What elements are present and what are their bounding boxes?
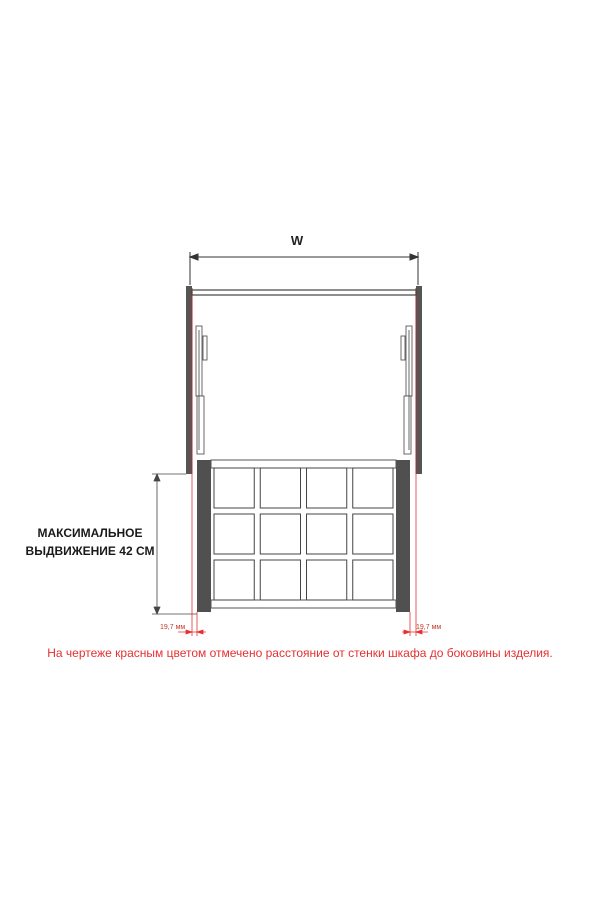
cabinet-outline [186,286,422,474]
distance-note: На чертеже красным цветом отмечено расстояние от стенки шкафа до боковины изделия. [47,646,553,660]
grid-cell [214,560,254,600]
grid-cell [260,560,300,600]
extension-label [20,524,160,560]
grid-cell [214,514,254,554]
left-runner [196,326,207,454]
grid-cell [353,514,393,554]
grid-cell [260,514,300,554]
extension-label-line1: МАКСИМАЛЬНОЕ [37,526,143,540]
width-label: W [290,233,304,248]
extension-label-line2: ВЫДВИЖЕНИЕ 42 СМ [25,544,155,558]
right-runner [401,326,412,454]
grid-cell [307,514,347,554]
width-dimension [190,252,418,285]
basket-grid [214,468,393,600]
grid-cell [307,560,347,600]
grid-cell [214,468,254,508]
grid-cell [353,468,393,508]
grid-cell [307,468,347,508]
left-gap-label: 19,7 мм [160,624,186,631]
right-gap-label: 19,7 мм [416,624,442,631]
grid-cell [260,468,300,508]
grid-cell [353,560,393,600]
